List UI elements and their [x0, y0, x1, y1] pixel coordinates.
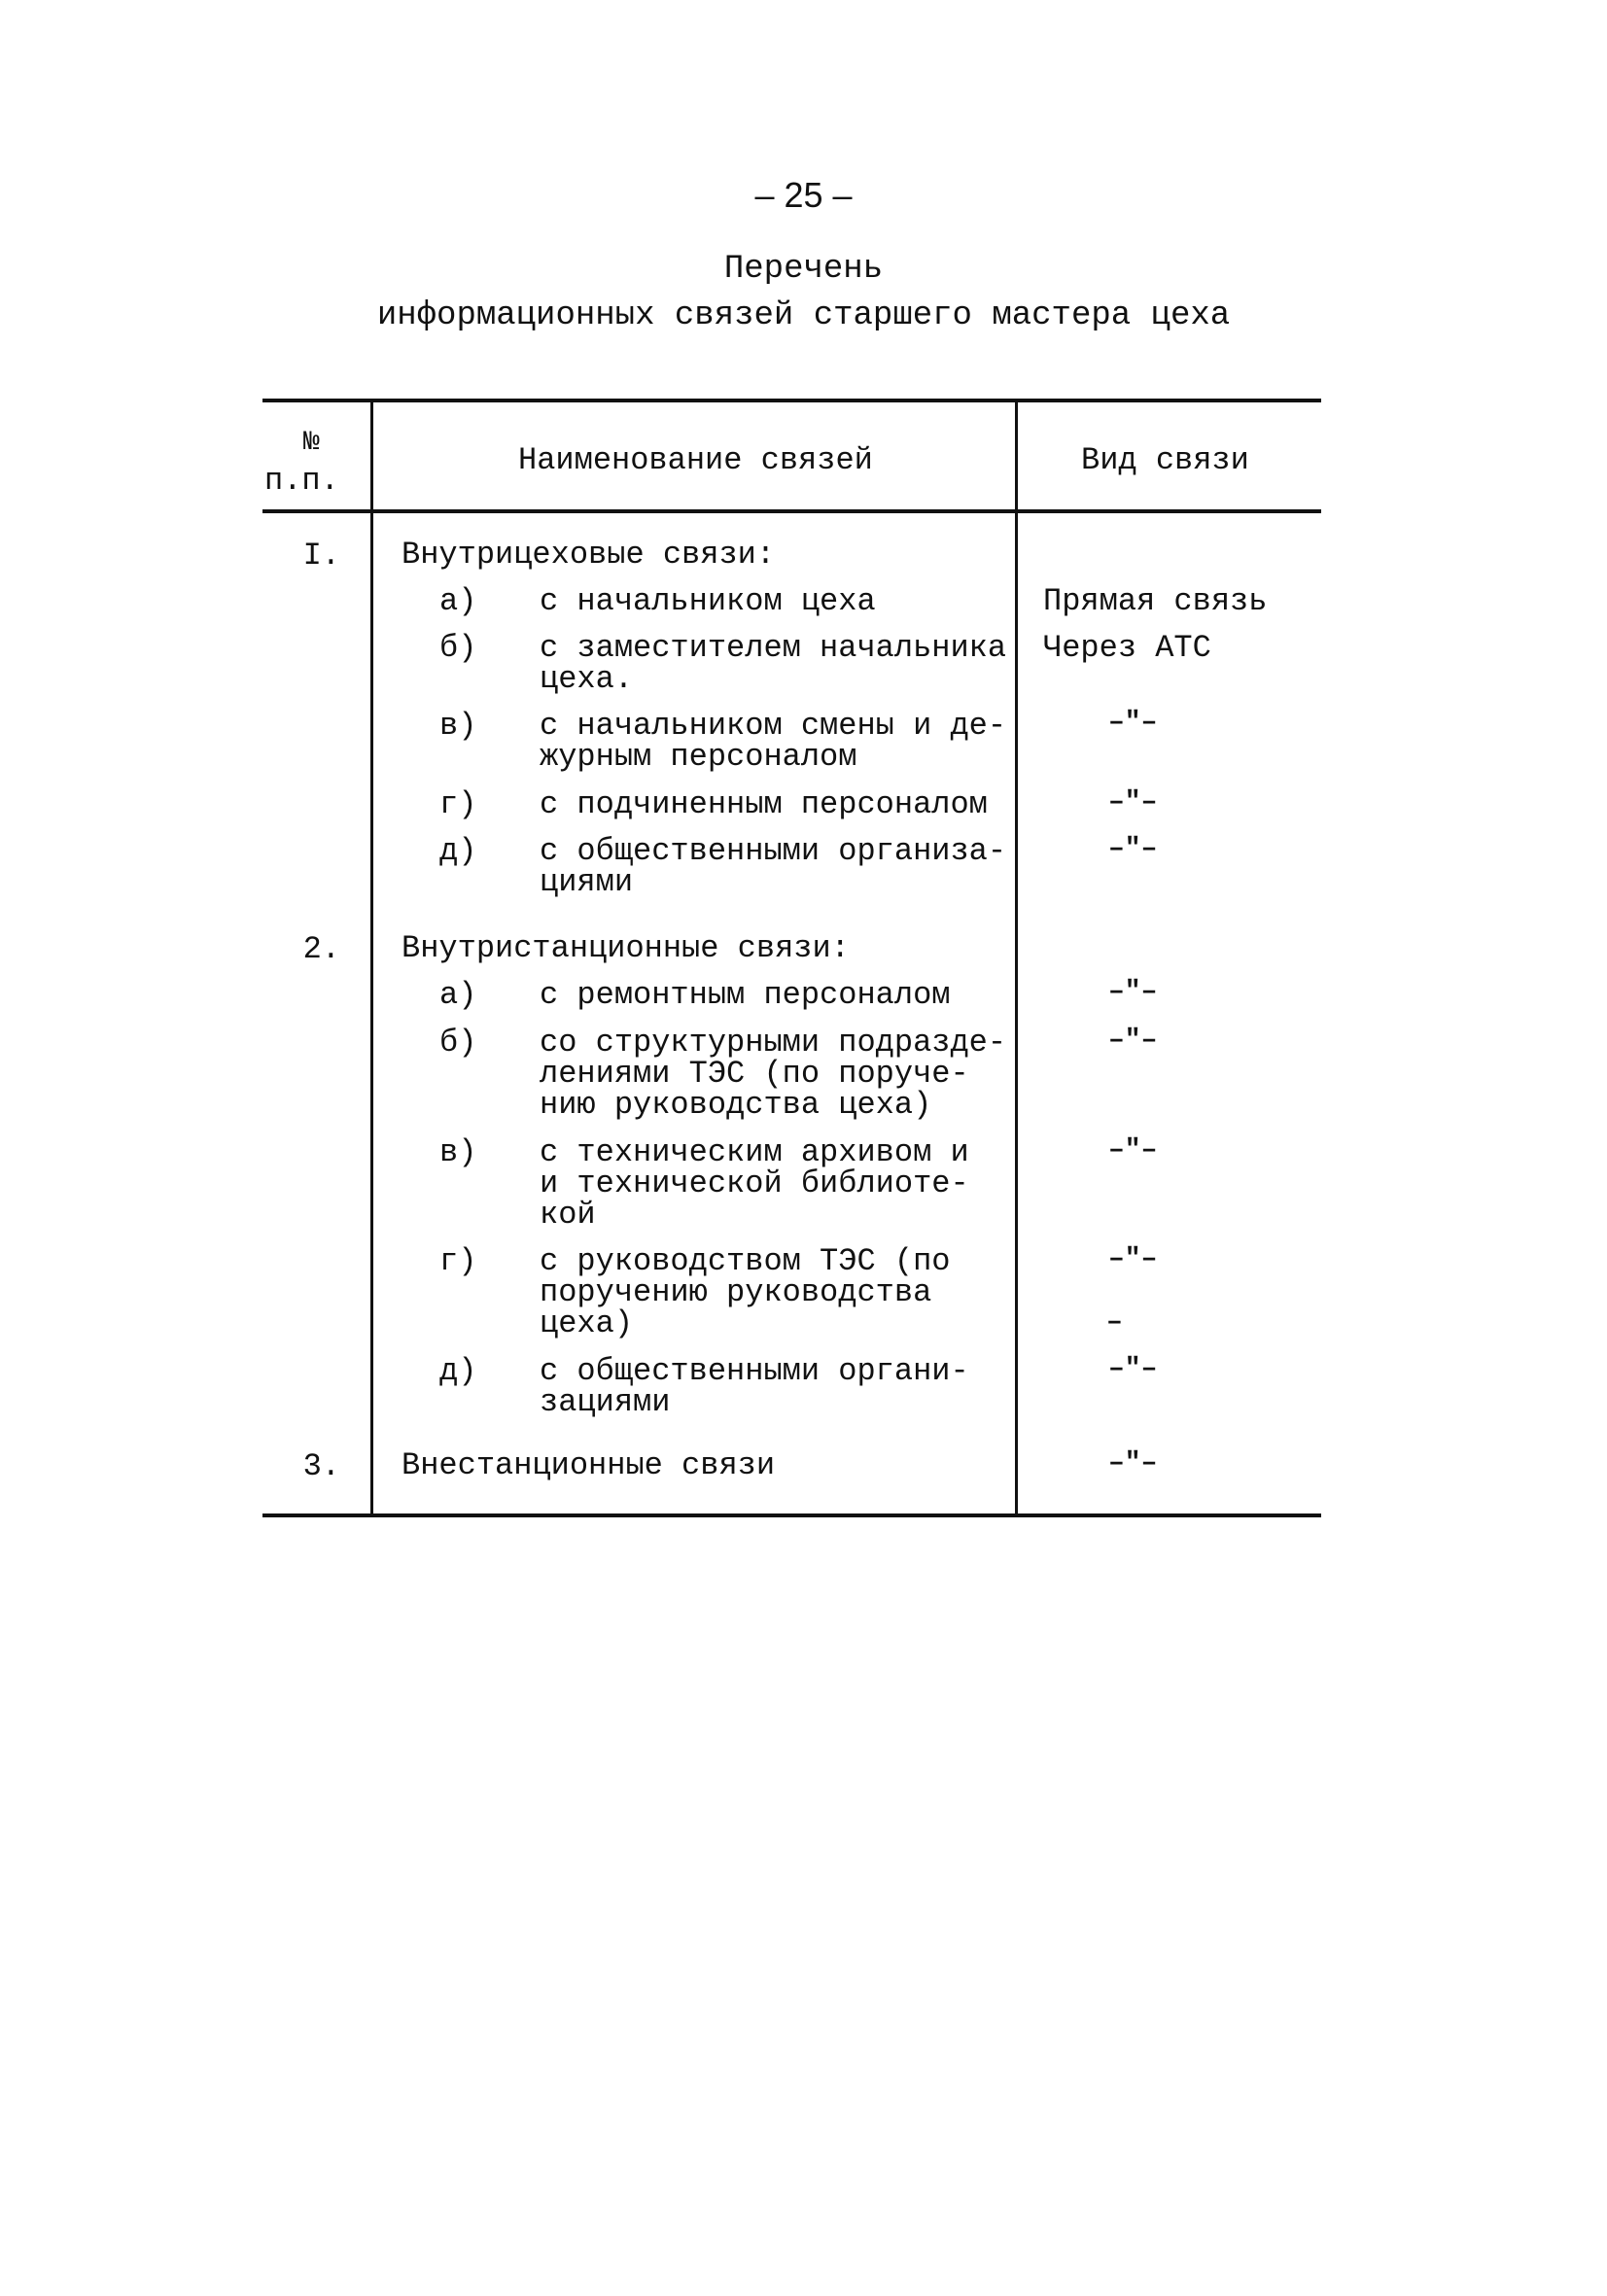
section-2-item-c-label: в)	[439, 1134, 477, 1170]
section-1-item-b-label: б)	[439, 630, 477, 666]
section-2-item-b-label: б)	[439, 1025, 477, 1061]
table-bottom-rule	[262, 1513, 1321, 1517]
title-line-1: Перечень	[723, 251, 884, 288]
section-2-item-d-type-extra: –	[1106, 1307, 1123, 1338]
section-1-item-a-type: Прямая связь	[1043, 583, 1268, 619]
section-1-item-b-text: с заместителем начальника цеха.	[540, 630, 1007, 697]
section-3-type: –"–	[1108, 1448, 1158, 1478]
title-line-2: информационных связей старшего мастера цеха	[376, 297, 1231, 334]
section-2-number: 2.	[302, 931, 340, 967]
section-1-item-e-text: с общественными организа- циями	[540, 833, 1007, 900]
table-col-divider-1	[370, 399, 373, 1516]
section-1-item-d-text: с подчиненным персоналом	[540, 786, 988, 822]
section-1-item-a-label: а)	[439, 583, 477, 619]
section-2-item-a-text: с ремонтным персоналом	[540, 977, 951, 1013]
table-top-rule	[262, 399, 1321, 402]
section-1-title: Внутрицеховые связи:	[402, 537, 776, 573]
section-1-item-c-type: –"–	[1108, 708, 1158, 738]
section-1-item-d-type: –"–	[1108, 787, 1158, 818]
section-3-title: Внестанционные связи	[402, 1447, 776, 1483]
section-1-item-d-label: г)	[439, 786, 477, 822]
section-2-title: Внутристанционные связи:	[402, 930, 850, 966]
section-2-item-c-text: с техническим архивом и и технической библиоте- кой	[540, 1134, 969, 1233]
section-2-item-b-type: –"–	[1108, 1026, 1158, 1056]
section-1-item-a-text: с начальником цеха	[540, 583, 876, 619]
section-2-item-e-type: –"–	[1108, 1354, 1158, 1384]
table-header-rule	[262, 509, 1321, 513]
section-1-item-c-label: в)	[439, 708, 477, 744]
header-name: Наименование связей	[518, 442, 873, 478]
section-2-item-d-label: г)	[439, 1243, 477, 1279]
header-num-line-1: №	[303, 428, 320, 458]
section-2-item-d-type: –"–	[1108, 1244, 1158, 1274]
section-1-item-e-type: –"–	[1108, 834, 1158, 864]
section-3-number: 3.	[302, 1448, 340, 1484]
table-col-divider-2	[1015, 399, 1018, 1516]
section-2-item-d-text: с руководством ТЭС (по поручению руководства цеха)	[540, 1243, 951, 1341]
section-1-number: I.	[302, 538, 340, 574]
section-1-item-c-text: с начальником смены и де- журным персоналом	[540, 708, 1007, 775]
header-num-line-2: п.п.	[264, 463, 339, 499]
section-2-item-e-text: с общественными органи- зациями	[540, 1353, 969, 1420]
section-2-item-e-label: д)	[439, 1353, 477, 1389]
section-1-item-b-type: Через АТС	[1043, 630, 1211, 666]
section-1-item-e-label: д)	[439, 833, 477, 869]
section-2-item-b-text: со структурными подразде- лениями ТЭС (по поруче- нию руководства цеха)	[540, 1025, 1007, 1123]
section-2-item-a-type: –"–	[1108, 977, 1158, 1007]
section-2-item-c-type: –"–	[1108, 1135, 1158, 1165]
section-2-item-a-label: а)	[439, 977, 477, 1013]
header-type: Вид связи	[1081, 442, 1249, 478]
page-number: – 25 –	[754, 175, 853, 215]
